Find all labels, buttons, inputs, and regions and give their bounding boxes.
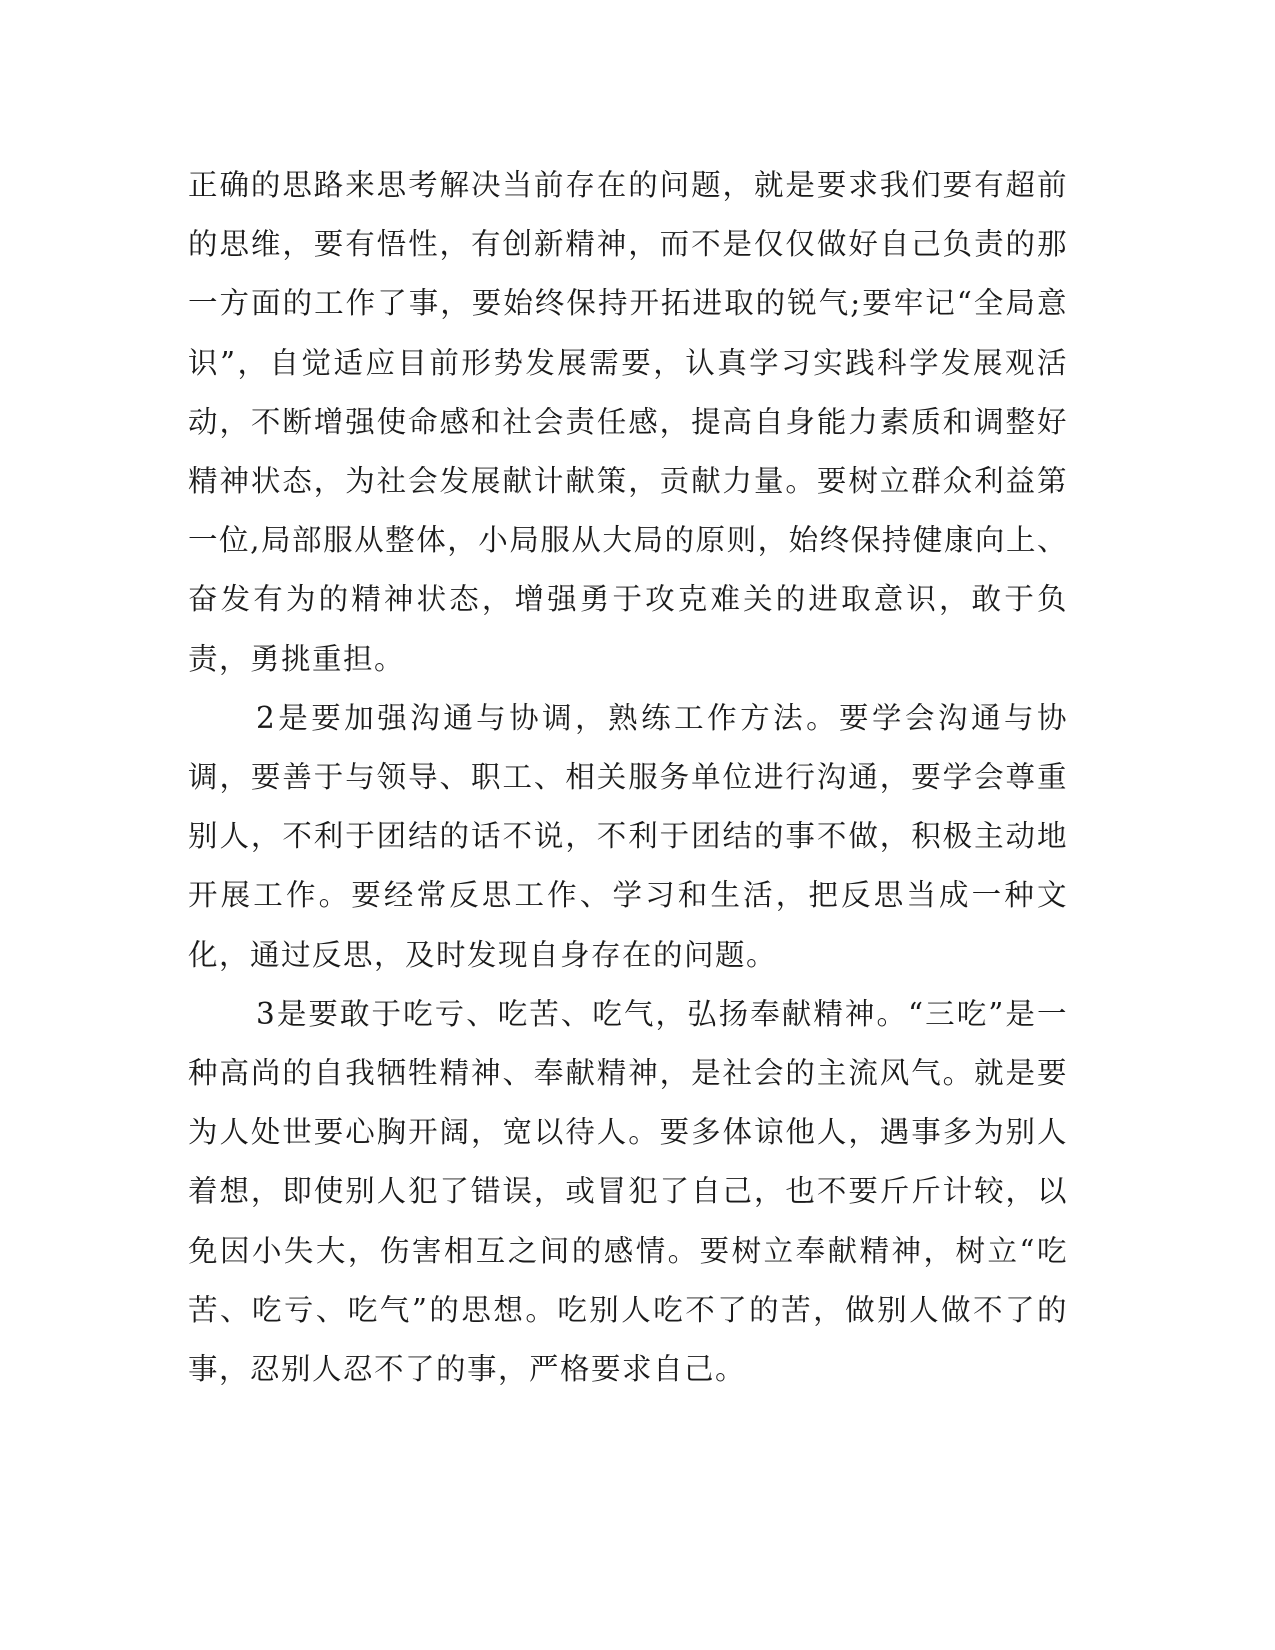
paragraph-point-3: 3是要敢于吃亏、吃苦、吃气，弘扬奉献精神。“三吃”是一种高尚的自我牺牲精神、奉献精神，是社会的主流风气。就是要为人处世要心胸开阔，宽以待人。要多体谅他人，遇事多为别人着想，即使别人犯了错误，或冒犯了自己，也不要斤斤计较，以免因小失大，伤害相互之间的感情。要树立奉献精神，树立“吃苦、吃亏、吃气”的思想。吃别人吃不了的苦，做别人做不了的事，忍别人忍不了的事，严格要求自己。 [188, 996, 1068, 1387]
paragraph-continuation: 正确的思路来思考解决当前存在的问题，就是要求我们要有超前的思维，要有悟性，有创新精神，而不是仅仅做好自己负责的那一方面的工作了事，要始终保持开拓进取的锐气;要牢记“全局意识”，自觉适应目前形势发展需要，认真学习实践科学发展观活动，不断增强使命感和社会责任感，提高自身能力素质和调整好精神状态，为社会发展献计献策，贡献力量。要树立群众利益第一位,局部服从整体，小局服从大局的原则，始终保持健康向上、奋发有为的精神状态，增强勇于攻克难关的进取意识，敢于负责，勇挑重担。 [188, 168, 1068, 676]
paragraph-point-2: 2是要加强沟通与协调，熟练工作方法。要学会沟通与协调，要善于与领导、职工、相关服务单位进行沟通，要学会尊重别人，不利于团结的话不说，不利于团结的事不做，积极主动地开展工作。要经常反思工作、学习和生活，把反思当成一种文化，通过反思，及时发现自身存在的问题。 [188, 700, 1068, 972]
body-text [188, 156, 1068, 1399]
